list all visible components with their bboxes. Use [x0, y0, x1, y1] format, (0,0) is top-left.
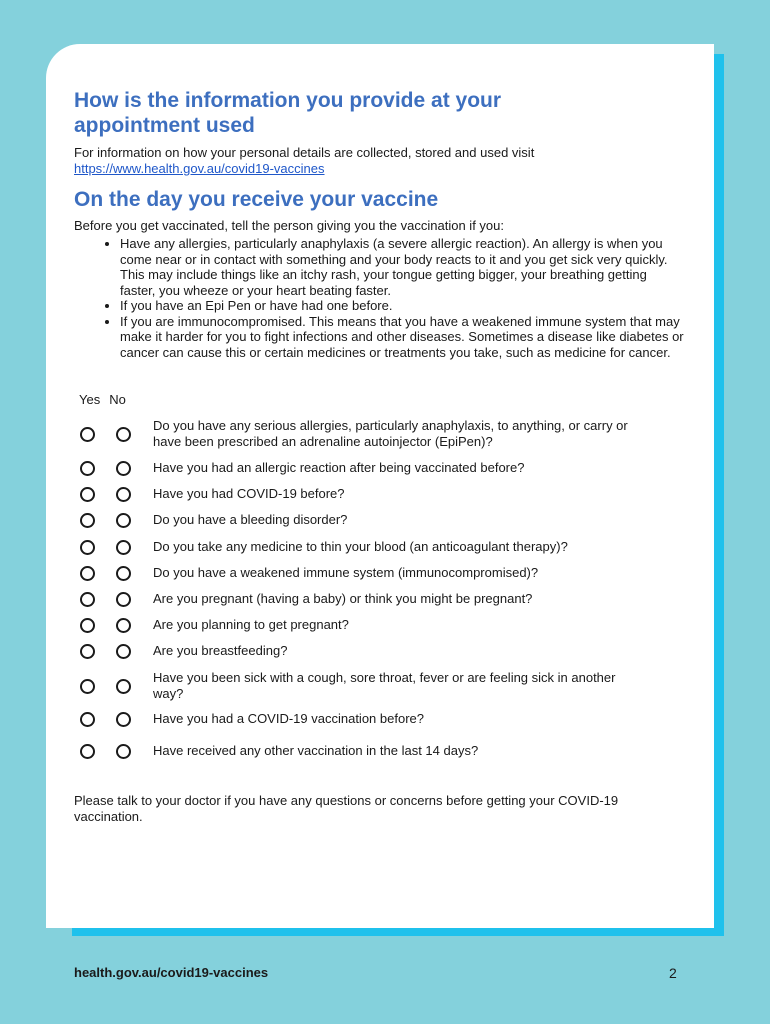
closing-note: Please talk to your doctor if you have any questions or concerns before getting your COVID-19 vaccination.	[74, 793, 619, 824]
no-radio[interactable]	[116, 679, 131, 694]
no-radio[interactable]	[116, 618, 131, 633]
health-link[interactable]: https://www.health.gov.au/covid19-vaccines	[74, 161, 325, 176]
question-text: Have you had a COVID-19 vaccination before?	[153, 711, 424, 726]
no-radio[interactable]	[116, 712, 131, 727]
question-row	[80, 460, 700, 476]
yes-radio[interactable]	[80, 487, 95, 502]
page-number: 2	[669, 965, 677, 981]
question-row	[80, 539, 700, 555]
question-row	[80, 617, 700, 633]
question-row	[80, 643, 700, 659]
question-row	[80, 743, 700, 759]
footer-url: health.gov.au/covid19-vaccines	[74, 965, 269, 980]
yes-radio[interactable]	[80, 644, 95, 659]
section-heading-vaccine-day: On the day you receive your vaccine	[74, 188, 439, 211]
question-row	[80, 418, 700, 450]
yes-radio[interactable]	[80, 427, 95, 442]
no-header: No	[109, 392, 126, 407]
yes-radio[interactable]	[80, 566, 95, 581]
bullet-list	[74, 236, 684, 360]
question-row	[80, 591, 700, 607]
question-text: Are you pregnant (having a baby) or think you might be pregnant?	[153, 591, 533, 606]
list-item: • If you are immunocompromised. This means that you have a weakened immune system that may make it harder for you to fight infections and other diseases. Sometimes a disease like diabetes or cancer can cause this or certain medicines or treatments you take, such as medicine for cancer.	[120, 314, 684, 361]
yes-radio[interactable]	[80, 461, 95, 476]
no-radio[interactable]	[116, 461, 131, 476]
no-radio[interactable]	[116, 566, 131, 581]
yes-radio[interactable]	[80, 712, 95, 727]
yes-header: Yes	[79, 392, 101, 407]
yes-radio[interactable]	[80, 540, 95, 555]
question-text: Have you had an allergic reaction after being vaccinated before?	[153, 460, 525, 475]
no-radio[interactable]	[116, 427, 131, 442]
yes-radio[interactable]	[80, 513, 95, 528]
question-row	[80, 565, 700, 581]
content	[74, 88, 684, 360]
lead-text: Before you get vaccinated, tell the person giving you the vaccination if you:	[74, 218, 504, 233]
intro-text: For information on how your personal details are collected, stored and used visit	[74, 145, 535, 160]
question-row	[80, 486, 700, 502]
question-text: Have you been sick with a cough, sore throat, fever or are feeling sick in another way?	[153, 670, 616, 701]
question-text: Are you planning to get pregnant?	[153, 617, 349, 632]
list-item: • If you have an Epi Pen or have had one before.	[120, 298, 684, 314]
no-radio[interactable]	[116, 644, 131, 659]
no-radio[interactable]	[116, 540, 131, 555]
question-text: Do you have a weakened immune system (immunocompromised)?	[153, 565, 539, 580]
question-text: Do you have a bleeding disorder?	[153, 512, 348, 527]
question-text: Have you had COVID-19 before?	[153, 486, 345, 501]
question-text: Are you breastfeeding?	[153, 643, 288, 658]
question-row	[80, 711, 700, 727]
yes-radio[interactable]	[80, 618, 95, 633]
yes-radio[interactable]	[80, 744, 95, 759]
no-radio[interactable]	[116, 592, 131, 607]
question-column-headers	[79, 392, 126, 407]
question-text: Have received any other vaccination in the last 14 days?	[153, 743, 479, 758]
intro-paragraph	[74, 145, 684, 177]
question-row	[80, 670, 700, 702]
yes-radio[interactable]	[80, 679, 95, 694]
section-heading-information: How is the information you provide at your appointment used	[74, 89, 502, 137]
no-radio[interactable]	[116, 487, 131, 502]
no-radio[interactable]	[116, 744, 131, 759]
question-text: Do you take any medicine to thin your blood (an anticoagulant therapy)?	[153, 539, 568, 554]
question-text: Do you have any serious allergies, particularly anaphylaxis, to anything, or carry or have been prescribed an adrenaline autoinjector (EpiPen)?	[153, 418, 628, 449]
yes-radio[interactable]	[80, 592, 95, 607]
question-row	[80, 512, 700, 528]
no-radio[interactable]	[116, 513, 131, 528]
list-item: • Have any allergies, particularly anaphylaxis (a severe allergic reaction). An allergy is when you come near or in contact with something and your body reacts to it and you get sick very quickly. This may include things like an itchy rash, your tongue getting bigger, your breathing getting faster, you wheeze or your heart beating faster.	[120, 236, 684, 298]
